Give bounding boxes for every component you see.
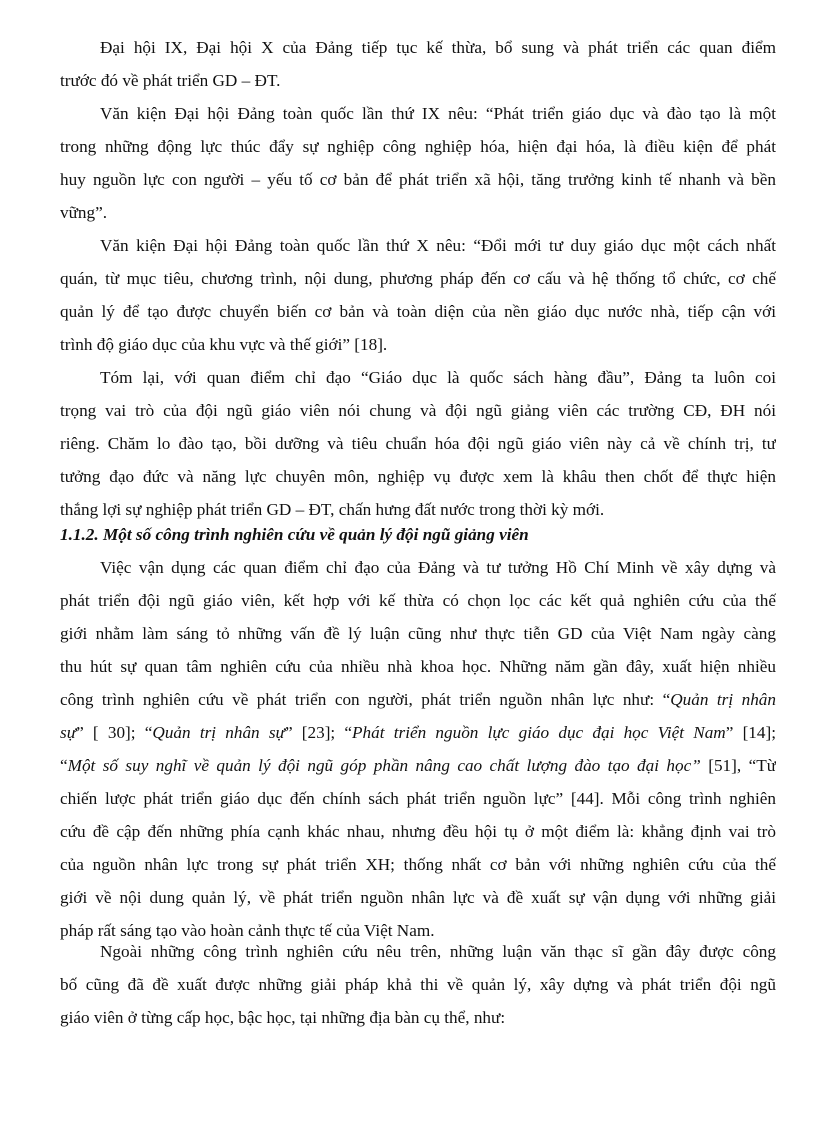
text-run: công trình nghiên cứu về phát triển con người, phát triển nguồn nhân lực như: “ (60, 690, 671, 709)
cited-title: Quản trị nhân sự (152, 723, 285, 742)
text-line: pháp rất sáng tạo vào hoàn cảnh thực tế của Việt Nam. (60, 921, 435, 940)
text-line: Việc vận dụng các quan điểm chỉ đạo của Đảng và tư tưởng Hồ Chí Minh về xây dựng và (100, 558, 776, 577)
cited-title: Phát triển nguồn lực giáo dục đại học Việt Nam (352, 723, 726, 742)
text-line: Văn kiện Đại hội Đảng toàn quốc lần thứ IX nêu: “Phát triển giáo dục và đào tạo là một (100, 104, 776, 123)
text-line: chiến lược phát triển giáo dục đến chính sách phát triển nguồn lực” [44]. Mỗi công trình nghiên (60, 789, 776, 808)
text-line: quán, từ mục tiêu, chương trình, nội dung, phương pháp đến cơ cấu và hệ thống tổ chức, cơ chế (60, 269, 776, 288)
text-line: vững”. (60, 203, 108, 222)
text-line: bố cũng đã đề xuất được những giải pháp khả thi về quản lý, xây dựng và phát triển đội ngũ (60, 975, 776, 994)
text-line: huy nguồn lực con người – yếu tố cơ bản để phát triển xã hội, tăng trưởng kinh tế nhanh và bền (60, 170, 776, 189)
cited-title: Một số suy nghĩ về quản lý đội ngũ góp phần nâng cao chất lượng đào tạo đại học” (67, 756, 701, 775)
text-run: ” [ 30]; “ (76, 723, 153, 742)
text-line: trình độ giáo dục của khu vực và thế giới” [18]. (60, 335, 388, 354)
text-run: “ (60, 756, 68, 775)
text-line (60, 716, 776, 749)
text-line: trước đó về phát triển GD – ĐT. (60, 71, 281, 90)
text-line: riêng. Chăm lo đào tạo, bồi dưỡng và tiêu chuẩn hóa đội ngũ giáo viên này cả về chính trị, tư (60, 434, 776, 453)
text-line: phát triển đội ngũ giáo viên, kết hợp với kế thừa có chọn lọc các kết quả nghiên cứu của thế (60, 591, 776, 610)
text-line: trọng vai trò của đội ngũ giáo viên nói chung và đội ngũ giảng viên các trường CĐ, ĐH nói (60, 401, 776, 420)
text-line: cứu đề cập đến những phía cạnh khác nhau, nhưng đều hội tụ ở một điểm là: khẳng định vai trò (60, 822, 776, 841)
text-run: ” [23]; “ (284, 723, 353, 742)
text-line: giới về nội dung quản lý, về phát triển nguồn nhân lực và đề xuất sự vận dụng với những giải (60, 888, 776, 907)
text-line: trong những động lực thúc đẩy sự nghiệp công nghiệp hóa, hiện đại hóa, là điều kiện để phát (60, 137, 776, 156)
text-line: quản lý để tạo được chuyển biến cơ bản và toàn diện của nền giáo dục nước nhà, tiếp cận với (60, 302, 776, 321)
text-line: giới nhằm làm sáng tỏ những vấn đề lý luận cũng như thực tiễn GD của Việt Nam ngày càng (60, 624, 776, 643)
text-line: Văn kiện Đại hội Đảng toàn quốc lần thứ X nêu: “Đổi mới tư duy giáo dục một cách nhất (100, 236, 776, 255)
text-line: của nguồn nhân lực trong sự phát triển XH; thống nhất cơ bản với những nghiên cứu của thế (60, 855, 776, 874)
text-line (60, 683, 776, 716)
text-run: ” [14]; (725, 723, 776, 742)
text-line: thắng lợi sự nghiệp phát triển GD – ĐT, chấn hưng đất nước trong thời kỳ mới. (60, 500, 605, 519)
text-line: Tóm lại, với quan điểm chỉ đạo “Giáo dục là quốc sách hàng đầu”, Đảng ta luôn coi (100, 368, 776, 387)
text-run: [51], “Từ (700, 756, 776, 775)
section-heading: 1.1.2. Một số công trình nghiên cứu về quản lý đội ngũ giảng viên (60, 525, 529, 544)
text-line (60, 749, 776, 782)
text-line: Đại hội IX, Đại hội X của Đảng tiếp tục kế thừa, bổ sung và phát triển các quan điểm (100, 38, 776, 57)
text-line: giáo viên ở từng cấp học, bậc học, tại những địa bàn cụ thể, như: (60, 1008, 506, 1027)
cited-title: sự (60, 723, 77, 742)
text-line: thu hút sự quan tâm nghiên cứu của nhiều nhà khoa học. Những năm gần đây, xuất hiện nhiều (60, 657, 776, 676)
cited-title: Quản trị nhân (670, 690, 776, 709)
text-line: tưởng đạo đức và năng lực chuyên môn, nghiệp vụ được xem là khâu then chốt để thực hiện (60, 467, 776, 486)
text-line: Ngoài những công trình nghiên cứu nêu trên, những luận văn thạc sĩ gần đây được công (100, 942, 776, 961)
